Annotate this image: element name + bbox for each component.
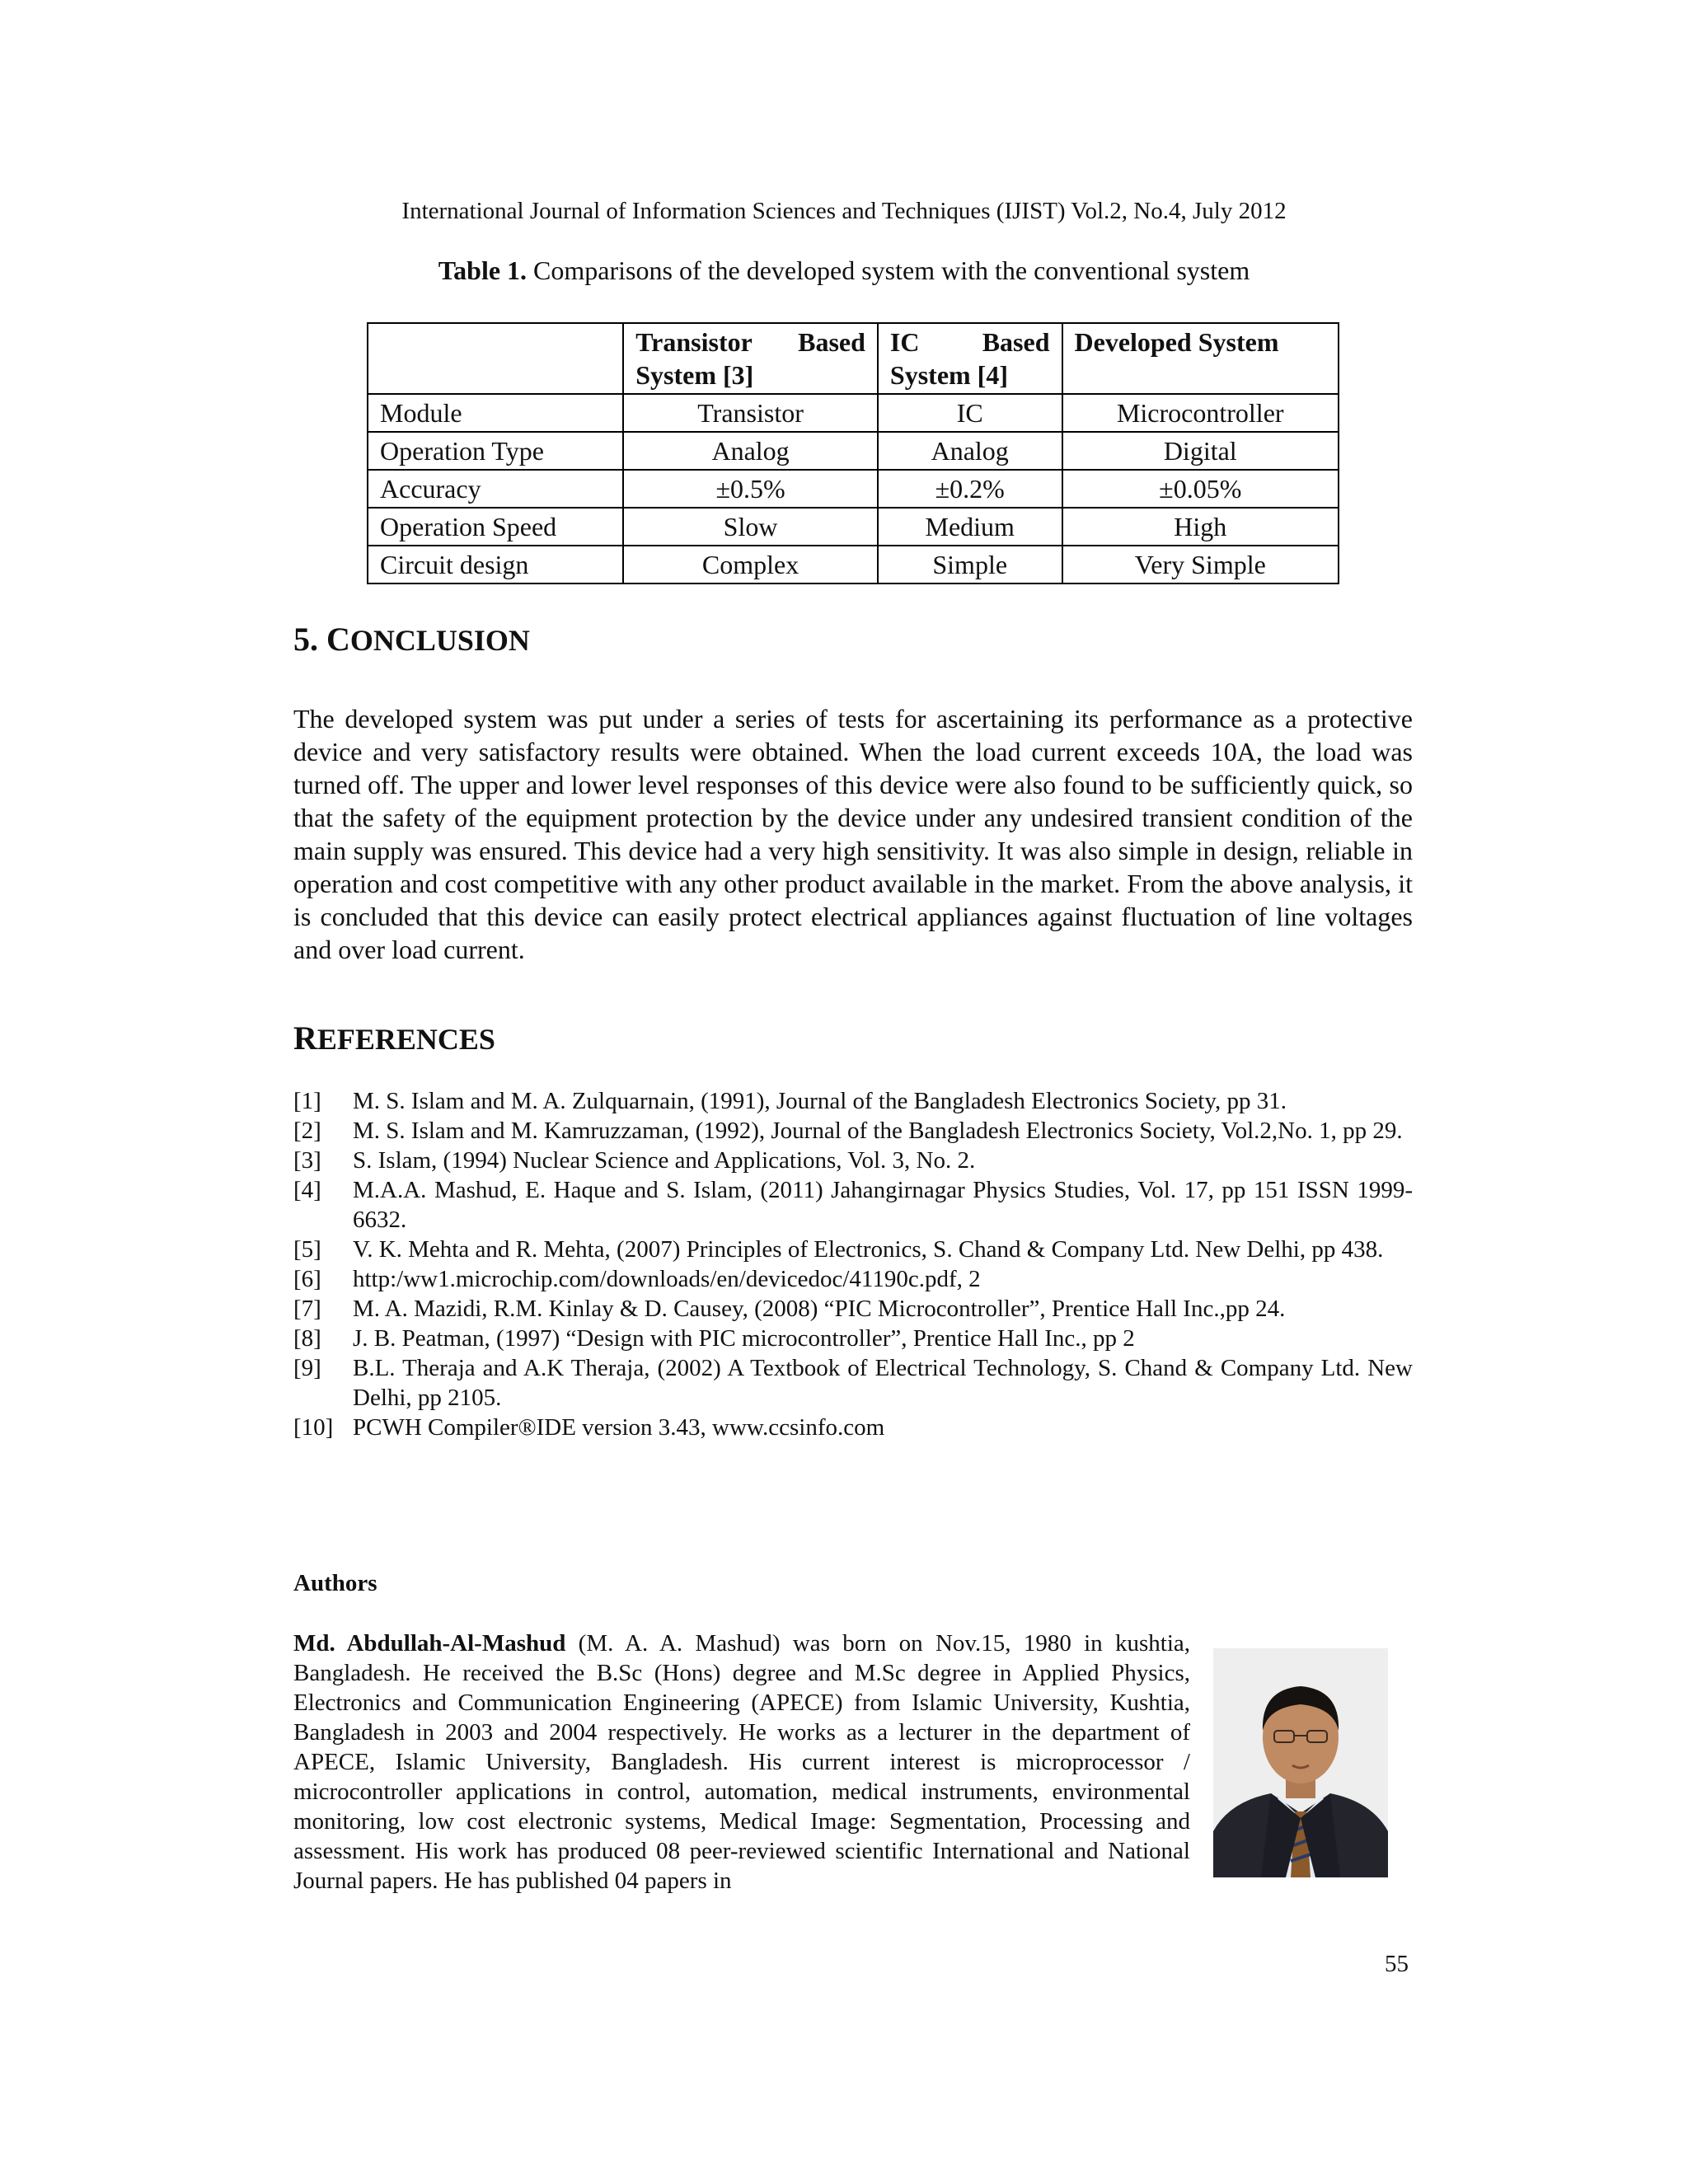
reference-item <box>293 1175 1413 1235</box>
row-label: Accuracy <box>368 470 623 508</box>
table-row <box>368 432 1339 470</box>
header-system-ref: System [3] <box>635 360 754 390</box>
row-label: Circuit design <box>368 546 623 583</box>
cell-ic: Medium <box>878 508 1062 546</box>
reference-number: [3] <box>293 1147 321 1174</box>
page-number: 55 <box>1385 1951 1409 1977</box>
header-ic-word: IC <box>889 327 920 357</box>
reference-number: [5] <box>293 1236 321 1263</box>
header-developed-system: Developed System <box>1062 323 1339 394</box>
heading-rest: ONCLUSION <box>349 624 530 657</box>
heading-rest: EFERENCES <box>316 1023 495 1056</box>
conclusion-heading <box>293 620 530 658</box>
reference-number: [7] <box>293 1296 321 1322</box>
reference-text: S. Islam, (1994) Nuclear Science and Applications, Vol. 3, No. 2. <box>353 1147 976 1174</box>
author-name: Md. Abdullah-Al-Mashud <box>293 1630 566 1657</box>
row-label: Operation Speed <box>368 508 623 546</box>
cell-transistor: ±0.5% <box>623 470 878 508</box>
reference-text: PCWH Compiler®IDE version 3.43, www.ccsinfo.com <box>353 1414 885 1441</box>
table-caption-text: Comparisons of the developed system with the conventional system <box>527 255 1250 285</box>
header-based-word: Based <box>798 327 865 357</box>
row-label: Operation Type <box>368 432 623 470</box>
heading-initial: C <box>326 621 350 658</box>
reference-number: [1] <box>293 1088 321 1114</box>
reference-item <box>293 1324 1413 1353</box>
comparison-table <box>367 322 1339 584</box>
reference-item <box>293 1086 1413 1116</box>
reference-number: [9] <box>293 1355 321 1381</box>
cell-developed: Very Simple <box>1062 546 1339 583</box>
header-empty-cell <box>368 323 623 394</box>
header-ic-based <box>878 323 1062 394</box>
reference-text: B.L. Theraja and A.K Theraja, (2002) A Textbook of Electrical Technology, S. Chand & Company Ltd. New Delhi, pp 2105. <box>353 1355 1413 1411</box>
cell-ic: IC <box>878 394 1062 432</box>
reference-text: J. B. Peatman, (1997) “Design with PIC microcontroller”, Prentice Hall Inc., pp 2 <box>353 1325 1135 1352</box>
author-bio <box>293 1629 1190 1896</box>
cell-developed: High <box>1062 508 1339 546</box>
author-portrait-image <box>1213 1648 1388 1877</box>
reference-text: M.A.A. Mashud, E. Haque and S. Islam, (2011) Jahangirnagar Physics Studies, Vol. 17, pp 151 ISSN 1999-6632. <box>353 1177 1413 1233</box>
reference-item <box>293 1264 1413 1294</box>
section-number: 5. <box>293 621 326 658</box>
reference-number: [6] <box>293 1266 321 1292</box>
reference-item <box>293 1353 1413 1413</box>
heading-initial: R <box>293 1019 317 1057</box>
table-row <box>368 546 1339 583</box>
cell-transistor: Slow <box>623 508 878 546</box>
cell-developed: ±0.05% <box>1062 470 1339 508</box>
reference-list <box>293 1086 1413 1442</box>
reference-text: M. S. Islam and M. Kamruzzaman, (1992), Journal of the Bangladesh Electronics Society, Vol.2,No. 1, pp 29. <box>353 1118 1403 1144</box>
cell-transistor: Complex <box>623 546 878 583</box>
table-row <box>368 508 1339 546</box>
table-row <box>368 394 1339 432</box>
cell-transistor: Transistor <box>623 394 878 432</box>
reference-number: [2] <box>293 1118 321 1144</box>
table-header-row <box>368 323 1339 394</box>
references-heading <box>293 1019 495 1057</box>
reference-item <box>293 1116 1413 1146</box>
reference-number: [8] <box>293 1325 321 1352</box>
reference-item <box>293 1294 1413 1324</box>
reference-text: M. A. Mazidi, R.M. Kinlay & D. Causey, (2008) “PIC Microcontroller”, Prentice Hall Inc.,pp 24. <box>353 1296 1286 1322</box>
running-head: International Journal of Information Sciences and Techniques (IJIST) Vol.2, No.4, July 2012 <box>401 198 1287 224</box>
cell-ic: Analog <box>878 432 1062 470</box>
reference-item <box>293 1413 1413 1442</box>
table-caption <box>0 255 1688 286</box>
table-caption-label: Table 1. <box>438 255 528 285</box>
reference-number: [10] <box>293 1414 334 1441</box>
reference-text: M. S. Islam and M. A. Zulquarnain, (1991), Journal of the Bangladesh Electronics Society, pp 31. <box>353 1088 1287 1114</box>
cell-ic: Simple <box>878 546 1062 583</box>
cell-transistor: Analog <box>623 432 878 470</box>
reference-number: [4] <box>293 1177 321 1203</box>
authors-heading: Authors <box>293 1570 377 1596</box>
row-label: Module <box>368 394 623 432</box>
cell-ic: ±0.2% <box>878 470 1062 508</box>
header-system-ref: System [4] <box>889 360 1008 390</box>
reference-item <box>293 1235 1413 1264</box>
header-transistor-word: Transistor <box>635 327 753 357</box>
reference-item <box>293 1146 1413 1175</box>
reference-text: http:/ww1.microchip.com/downloads/en/devicedoc/41190c.pdf, 2 <box>353 1266 981 1292</box>
cell-developed: Digital <box>1062 432 1339 470</box>
reference-text: V. K. Mehta and R. Mehta, (2007) Principles of Electronics, S. Chand & Company Ltd. New Delhi, pp 438. <box>353 1236 1384 1263</box>
conclusion-paragraph: The developed system was put under a series of tests for ascertaining its performance as a protective device and very satisfactory results were obtained. When the load current exceeds 10A, the load was turned off. The upper and lower level responses of this device were also found to be sufficiently quick, so that the safety of the equipment protection by the device under any undesired transient condition of the main supply was ensured. This device had a very high sensitivity. It was also simple in design, reliable in operation and cost competitive with any other product available in the market. From the above analysis, it is concluded that this device can easily protect electrical appliances against fluctuation of line voltages and over load current. <box>293 704 1413 964</box>
header-based-word: Based <box>982 327 1050 357</box>
header-transistor-based <box>623 323 878 394</box>
author-photo <box>1213 1648 1388 1877</box>
cell-developed: Microcontroller <box>1062 394 1339 432</box>
author-bio-text: (M. A. A. Mashud) was born on Nov.15, 1980 in kushtia, Bangladesh. He received the B.Sc (Hons) degree and M.Sc degree in Applied Physics, Electronics and Communication Engineering (APECE) from Islamic University, Kushtia, Bangladesh in 2003 and 2004 respectively. He works as a lecturer in the department of APECE, Islamic University, Bangladesh. His current interest is microprocessor / microcontroller applications in control, automation, medical instruments, environmental monitoring, low cost electronic systems, Medical Image: Segmentation, Processing and assessment. His work has produced 08 peer-reviewed scientific International and National Journal papers. He has published 04 papers in <box>293 1630 1191 1894</box>
table-row <box>368 470 1339 508</box>
